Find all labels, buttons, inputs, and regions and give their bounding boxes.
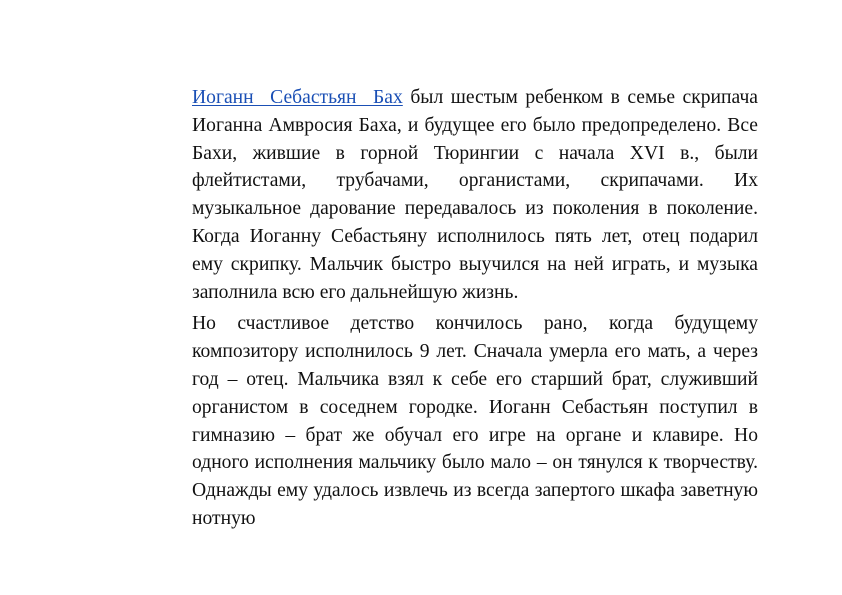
paragraph-1-text: был шестым ребенком в семье скрипача Иоганна Амвросия Баха, и будущее его было предопределено. Все Бахи, жившие в горной Тюрингии с начала XVI в., были флейтистами, трубачами, органистами, скрипачами. Их музыкальное дарование передавалось из поколения в поколение. Когда Иоганну Себастьяну исполнилось пять лет, отец подарил ему скрипку. Мальчик быстро выучился на ней играть, и музыка заполнила всю его дальнейшую жизнь. [192,87,758,303]
paragraph-2 [192,310,758,532]
paragraph-2-text: Но счастливое детство кончилось рано, когда будущему композитору исполнилось 9 лет. Сначала умерла его мать, а через год – отец. Мальчика взял к себе его старший брат, служивший органистом в соседнем городке. Иоганн Себастьян поступил в гимназию – брат же обучал его игре на органе и клавире. Но одного исполнения мальчику было мало – он тянулся к творчеству. Однажды ему удалось извлечь из всегда запертого шкафа заветную нотную [192,313,758,529]
paragraph-1 [192,84,758,306]
text-block [192,84,758,537]
composer-link[interactable]: Иоганн Себастьян Бах [192,87,403,108]
